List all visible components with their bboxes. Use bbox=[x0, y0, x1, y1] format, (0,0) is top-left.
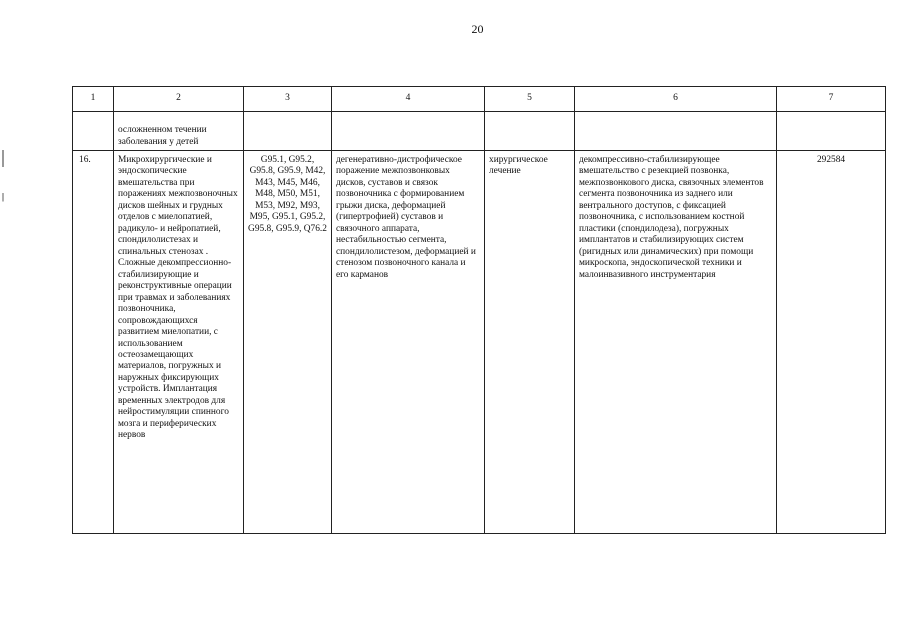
cont-col-2: осложненном течении заболевания у детей bbox=[114, 112, 244, 151]
page-number: 20 bbox=[471, 22, 484, 36]
icd-codes: G95.1, G95.2, G95.8, G95.9, M42, M43, M45, M46, M48, M50, M51, M53, M92, M93, M95, G95.1, G95.2, G95.8, G95.9, Q76.2 bbox=[244, 151, 332, 534]
header-col-3: 3 bbox=[244, 87, 332, 112]
header-col-1: 1 bbox=[73, 87, 114, 112]
treatment-type: хирургическое лечение bbox=[485, 151, 575, 534]
table-row-16 bbox=[73, 151, 886, 534]
row-number: 16. bbox=[73, 151, 114, 534]
table-row-continuation bbox=[73, 112, 886, 151]
intervention-name: Микрохирургические и эндоскопические вмешательства при поражениях межпозвоночных дисков шейных и грудных отделов с миелопатией, радикуло- и нейропатией, спондилолистезах и спинальных стенозах . Сложные декомпрессионно-стабилизирующие и реконструктивные операции при травмах и заболеваниях позвоночника, сопровождающихся развитием миелопатии, с использованием остеозамещающих материалов, погружных и наружных фиксирующих устройств. Имплантация временных электродов для нейростимуляции спинного мозга и периферических нервов bbox=[114, 151, 244, 534]
header-col-4: 4 bbox=[332, 87, 485, 112]
cont-col-7 bbox=[777, 112, 886, 151]
header-col-5: 5 bbox=[485, 87, 575, 112]
header-col-2: 2 bbox=[114, 87, 244, 112]
medical-care-table bbox=[72, 86, 886, 534]
cont-col-4 bbox=[332, 112, 485, 151]
cont-col-5 bbox=[485, 112, 575, 151]
cont-col-1 bbox=[73, 112, 114, 151]
header-col-7: 7 bbox=[777, 87, 886, 112]
cont-col-3 bbox=[244, 112, 332, 151]
cont-col-6 bbox=[575, 112, 777, 151]
table-header-row bbox=[73, 87, 886, 112]
patient-model: дегенеративно-дистрофическое поражение межпозвонковых дисков, суставов и связок позвоночника с формированием грыжи диска, деформацией (гипертрофией) суставов и связочного аппарата, нестабильностью сегмента, спондилолистезом, деформацией и стенозом позвоночного канала и его карманов bbox=[332, 151, 485, 534]
treatment-method: декомпрессивно-стабилизирующее вмешательство с резекцией позвонка, межпозвонкового диска, связочных элементов сегмента позвоночника из заднего или вентрального доступов, с фиксацией позвоночника, с использованием костной пластики (спондилодеза), погружных имплантатов и стабилизирующих систем (ригидных или динамических) при помощи микроскопа, эндоскопической техники и малоинвазивного инструментария bbox=[575, 151, 777, 534]
header-col-6: 6 bbox=[575, 87, 777, 112]
cost-value: 292584 bbox=[777, 151, 886, 534]
scan-edge-mark bbox=[2, 150, 4, 580]
